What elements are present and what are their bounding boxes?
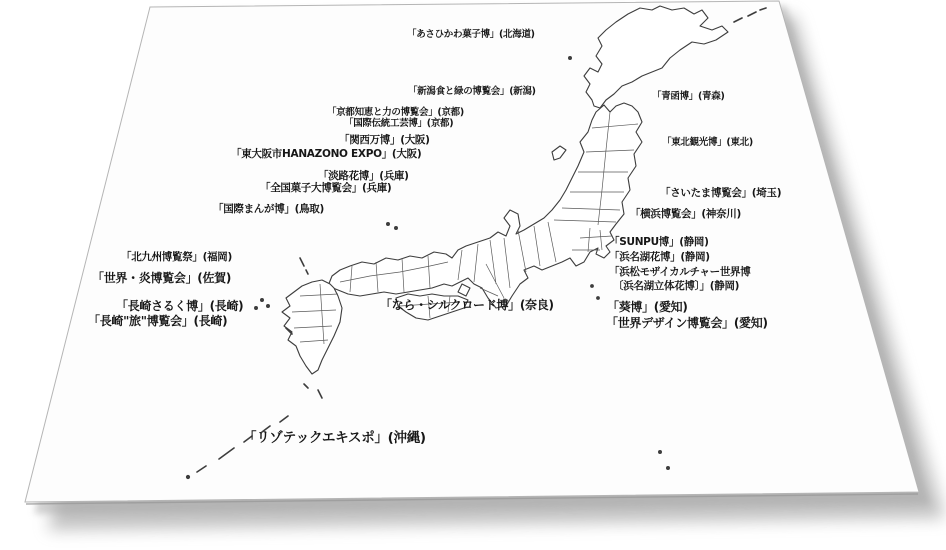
expo-label-design-haku: 「世界デザイン博覧会」(愛知) <box>606 316 768 330</box>
expo-label-mosaiculture: 「浜松モザイカルチャー世界博 <box>609 266 751 278</box>
expo-label-aoi-haku: 「葵博」(愛知) <box>607 300 688 314</box>
expo-label-kitakyushu: 「北九州博覧祭」(福岡) <box>121 251 232 263</box>
expo-label-saitama: 「さいたま博覧会」(埼玉) <box>660 187 782 199</box>
expo-label-saruku: 「長崎さるく博」(長崎) <box>116 299 244 313</box>
expo-label-resortech: 「リゾテックエキスポ」(沖縄) <box>243 430 426 446</box>
expo-label-yokohama: 「横浜博覧会」(神奈川) <box>630 208 741 220</box>
expo-label-tohoku-kanko: 「東北観光博」(東北) <box>662 137 753 148</box>
expo-label-kansai-banpaku: 「関西万博」(大阪) <box>339 134 430 146</box>
expo-label-awaji-hanahaku: 「淡路花博」(兵庫) <box>318 170 409 182</box>
expo-label-kyoto-chie: 「京都知恵と力の博覧会」(京都) <box>327 107 464 118</box>
expo-label-hamanako: 「浜名湖花博」(静岡) <box>609 251 710 263</box>
expo-label-tabi-haku: 「長崎"旅"博覧会」(長崎) <box>88 314 228 328</box>
expo-label-manga-haku: 「国際まんが博」(鳥取) <box>213 203 324 215</box>
expo-label-hanazono-expo: 「東大阪市HANAZONO EXPO」(大阪) <box>231 148 422 160</box>
expo-label-seikan: 「青函博」(青森) <box>652 91 725 102</box>
expo-label-kyoto-kogei: 「国際伝統工芸博」(京都) <box>344 118 454 129</box>
expo-label-nara-silkroad: 「なら・シルクロード博」(奈良) <box>380 298 554 312</box>
expo-label-mosaiculture-2: 〔浜名湖立体花博〕」(静岡) <box>613 280 740 292</box>
expo-label-honoo: 「世界・炎博覧会」(佐賀) <box>92 271 232 285</box>
expo-label-niigata: 「新潟食と緑の博覧会」(新潟) <box>408 86 536 97</box>
expo-label-kashi-daihaku: 「全国菓子大博覧会」(兵庫) <box>260 182 392 194</box>
expo-label-sunpu: 「SUNPU博」(静岡) <box>609 236 709 248</box>
expo-label-asahikawa: 「あさひかわ菓子博」(北海道) <box>407 29 535 40</box>
